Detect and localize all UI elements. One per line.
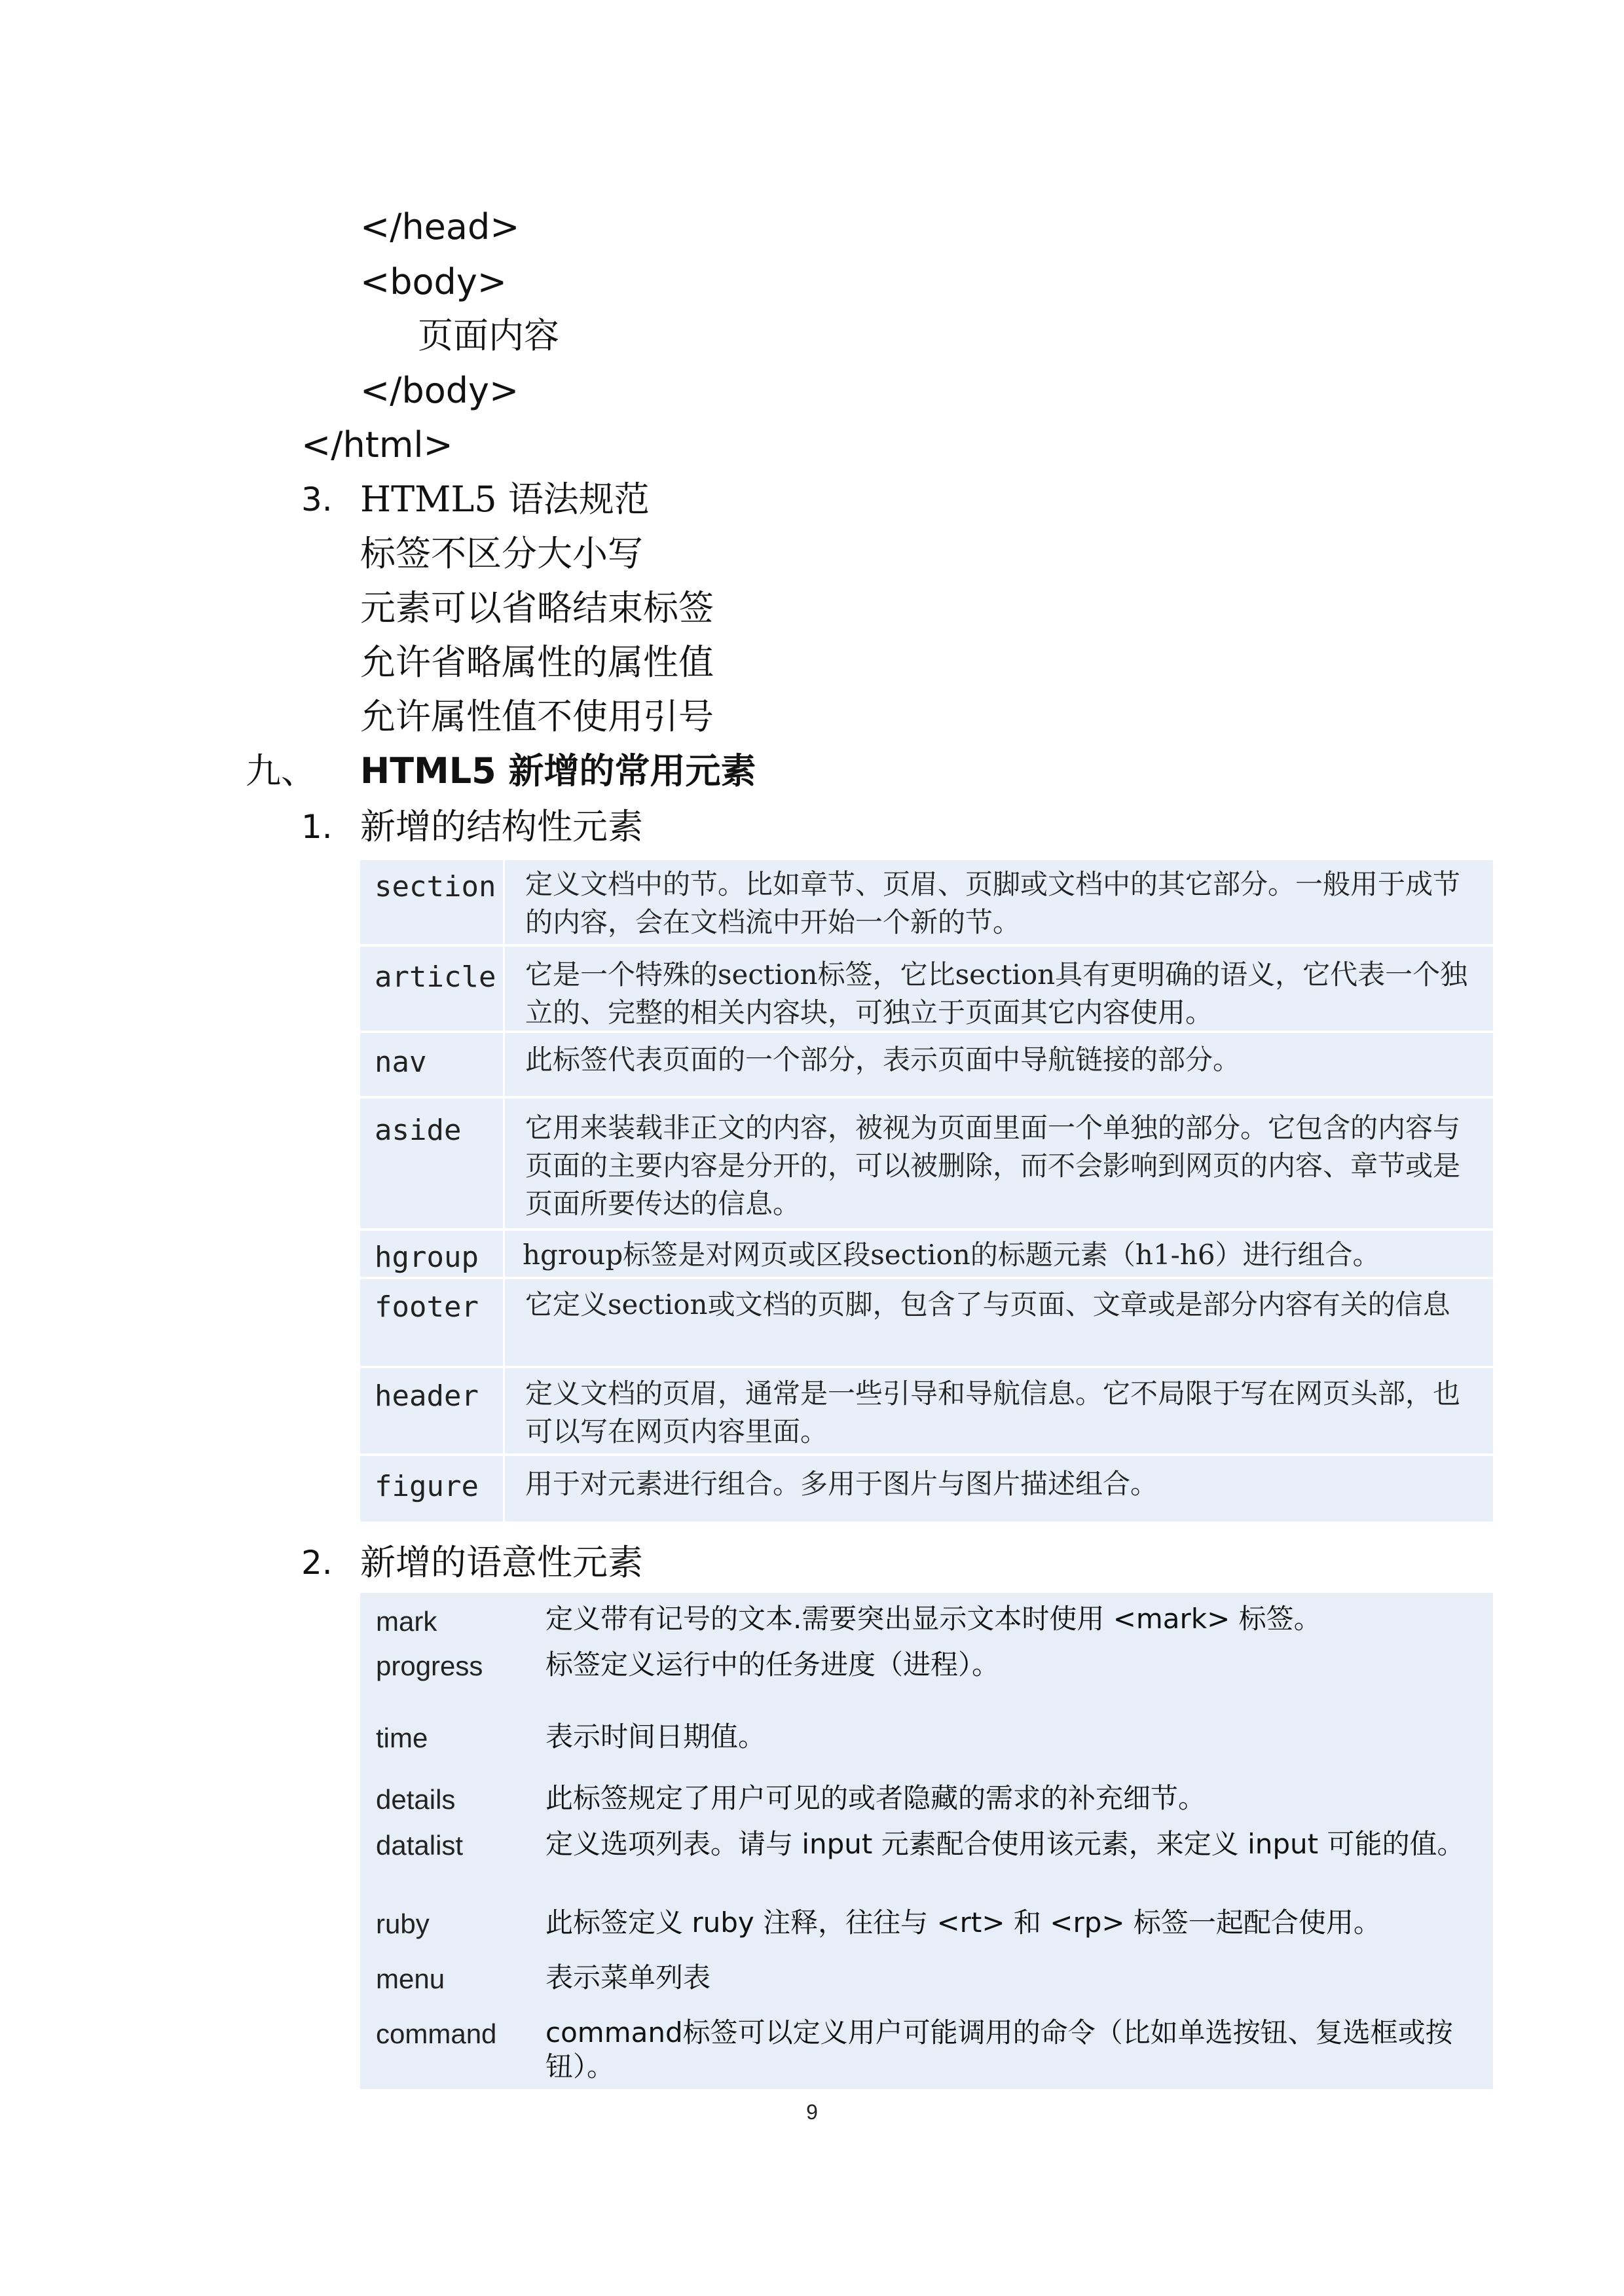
table-row	[360, 947, 1493, 1033]
element-name: figure	[375, 1470, 479, 1503]
table-row	[360, 1033, 1493, 1099]
element-name: footer	[375, 1290, 479, 1324]
table-row	[360, 1456, 1493, 1522]
syntax-rule: 允许省略属性的属性值	[360, 642, 714, 683]
table-row	[360, 1279, 1493, 1368]
element-name: hgroup	[375, 1241, 479, 1274]
table-row	[360, 1231, 1493, 1279]
element-name: ruby	[376, 1908, 430, 1939]
element-name: mark	[376, 1606, 437, 1637]
element-description: 表示菜单列表	[545, 1961, 711, 1994]
semantic-number: 2.	[301, 1544, 333, 1582]
element-name: menu	[376, 1963, 445, 1994]
element-name: aside	[375, 1114, 462, 1147]
element-description: 此标签代表页面的一个部分，表示页面中导航链接的部分。	[525, 1044, 1241, 1076]
code-html-close: </html>	[301, 424, 453, 465]
element-description: 定义带有记号的文本.需要突出显示文本时使用 <mark> 标签。	[545, 1603, 1321, 1635]
element-name: header	[375, 1379, 479, 1413]
element-description: 表示时间日期值。	[545, 1721, 766, 1753]
element-name: article	[375, 960, 496, 994]
table-row	[360, 1368, 1493, 1456]
element-name: time	[376, 1722, 428, 1753]
element-description: 此标签规定了用户可见的或者隐藏的需求的补充细节。	[545, 1782, 1206, 1814]
element-description: 它用来装载非正文的内容，被视为页面里面一个单独的部分。它包含的内容与页面的主要内容是分开的，可以被删除，而不会影响到网页的内容、章节或是页面所要传达的信息。	[525, 1112, 1461, 1220]
code-content: 页面内容	[418, 315, 559, 356]
code-head-close: </head>	[360, 206, 520, 247]
element-description: hgroup标签是对网页或区段section的标题元素（h1-h6）进行组合。	[523, 1239, 1380, 1271]
element-name: details	[376, 1784, 456, 1815]
element-name: datalist	[376, 1830, 464, 1861]
element-name: nav	[375, 1046, 427, 1079]
table-row	[360, 1099, 1493, 1231]
syntax-rule: 标签不区分大小写	[360, 533, 643, 574]
element-description: 用于对元素进行组合。多用于图片与图片描述组合。	[525, 1468, 1158, 1500]
section-number: 九、	[246, 750, 316, 792]
syntax-rule: 允许属性值不使用引号	[360, 696, 714, 737]
page-number: 9	[806, 2100, 818, 2124]
syntax-rule: 元素可以省略结束标签	[360, 587, 714, 629]
structural-number: 1.	[301, 808, 333, 846]
syntax-number: 3.	[301, 481, 333, 519]
structural-elements-table	[360, 860, 1493, 1522]
structural-title: 新增的结构性元素	[360, 806, 643, 847]
element-description: 它定义section或文档的页脚，包含了与页面、文章或是部分内容有关的信息	[525, 1288, 1450, 1321]
element-name: progress	[376, 1650, 483, 1681]
element-description: 定义文档的页眉，通常是一些引导和导航信息。它不局限于写在网页头部，也可以写在网页内容里面。	[525, 1377, 1461, 1448]
code-body-open: <body>	[360, 261, 507, 302]
section-title: HTML5 新增的常用元素	[360, 750, 756, 792]
element-description: command标签可以定义用户可能调用的命令（比如单选按钮、复选框或按钮）。	[545, 2016, 1453, 2083]
element-description: 它是一个特殊的section标签，它比section具有更明确的语义，它代表一个独立的、完整的相关内容块，可独立于页面其它内容使用。	[525, 958, 1468, 1029]
table-row	[360, 860, 1493, 947]
semantic-elements-table	[360, 1593, 1493, 2089]
element-name: section	[375, 870, 496, 903]
code-body-close: </body>	[360, 370, 519, 411]
element-description: 定义选项列表。请与 input 元素配合使用该元素，来定义 input 可能的值。	[545, 1828, 1465, 1860]
syntax-title: HTML5 语法规范	[360, 479, 650, 520]
element-description: 定义文档中的节。比如章节、页眉、页脚或文档中的其它部分。一般用于成节的内容，会在文档流中开始一个新的节。	[525, 868, 1461, 938]
element-description: 标签定义运行中的任务进度（进程）。	[545, 1649, 1000, 1681]
element-description: 此标签定义 ruby 注释，往往与 <rt> 和 <rp> 标签一起配合使用。	[545, 1906, 1381, 1939]
semantic-title: 新增的语意性元素	[360, 1542, 643, 1583]
element-name: command	[376, 2018, 497, 2049]
